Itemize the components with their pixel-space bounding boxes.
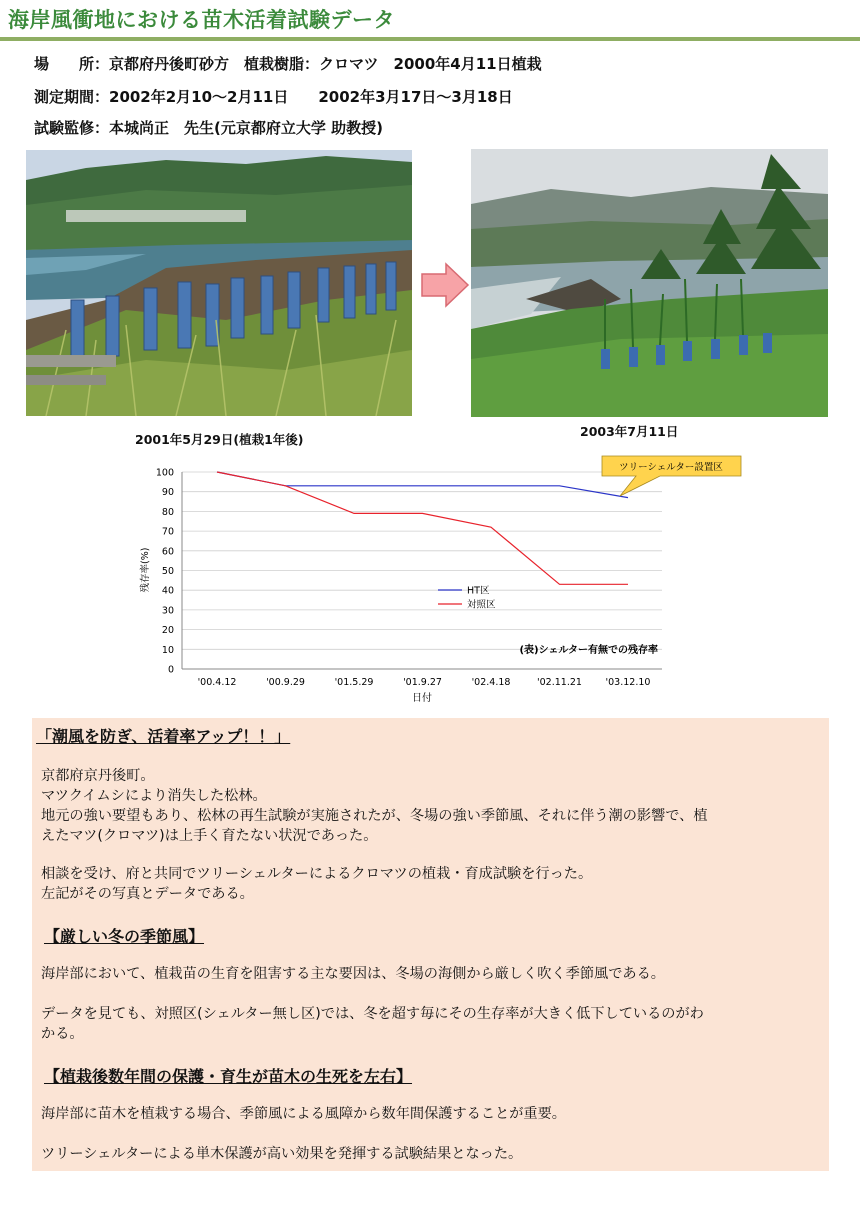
paragraph-background-2: マツクイムシにより消失した松林。 — [41, 788, 267, 804]
heading-sea-wind-text: 「潮風を防ぎ、活着率アップ！！」 — [36, 727, 291, 746]
chart-x-tick-label: '01.5.29 — [334, 677, 374, 688]
arrow-right-icon — [420, 262, 470, 308]
heading-protection-text: 【植栽後数年間の保護・育生が苗木の生死を左右】 — [44, 1067, 413, 1086]
chart-x-tick-label: '02.4.18 — [471, 677, 511, 688]
photo-2001-illustration — [26, 150, 412, 416]
paragraph-cause: 海岸部において、植栽苗の生育を阻害する主な要因は、冬場の海側から厳しく吹く季節風である。 — [41, 966, 665, 982]
title-divider — [0, 37, 860, 41]
heading-sea-wind — [36, 724, 290, 747]
info-supervisor: 試験監修：本城尚正 先生(元京都府立大学 助教授) — [34, 119, 383, 137]
legend-label-control: 対照区 — [467, 599, 496, 611]
paragraph-background-1: 京都府京丹後町。 — [41, 768, 155, 784]
chart-x-tick-label: '02.11.21 — [537, 677, 582, 688]
chart-y-tick-label: 50 — [161, 566, 174, 577]
chart-y-tick-label: 60 — [161, 546, 174, 558]
chart-y-tick-label: 40 — [161, 585, 174, 597]
paragraph-data-1: データを見ても、対照区(シェルター無し区)では、冬を超す毎にその生存率が大きく低下しているのがわ — [41, 1006, 704, 1022]
photo-2001 — [26, 150, 412, 416]
photo-2003-illustration — [471, 149, 828, 417]
info-period: 測定期間：2002年2月10～2月11日 2002年3月17日～3月18日 — [34, 88, 513, 106]
paragraph-result: ツリーシェルターによる単木保護が高い効果を発揮する試験結果となった。 — [41, 1146, 523, 1162]
chart-y-tick-label: 90 — [161, 487, 174, 499]
info-location: 場 所：京都府丹後町砂方 植栽樹脂：クロマツ 2000年4月11日植栽 — [34, 55, 542, 73]
chart-x-axis-label: 日付 — [412, 693, 432, 704]
heading-protection — [44, 1064, 412, 1087]
chart-y-tick-label: 80 — [161, 506, 174, 518]
chart-y-tick-label: 0 — [167, 664, 174, 676]
paragraph-background-4: えたマツ(クロマツ)は上手く育たない状況であった。 — [41, 828, 378, 844]
chart-x-tick-label: '00.4.12 — [197, 677, 237, 688]
chart-y-tick-label: 30 — [161, 605, 174, 617]
chart-legend — [438, 586, 496, 611]
paragraph-protection: 海岸部に苗木を植栽する場合、季節風による風障から数年間保護することが重要。 — [41, 1106, 566, 1122]
chart-x-tick-label: '03.12.10 — [605, 677, 651, 688]
chart-annotation: (表)シェルター有無での残存率 — [519, 645, 658, 656]
paragraph-trial-1: 相談を受け、府と共同でツリーシェルターによるクロマツの植栽・育成試験を行った。 — [41, 866, 593, 882]
legend-label-ht: HT区 — [467, 585, 490, 597]
photo-2003 — [471, 149, 828, 417]
chart-x-tick-label: '00.9.29 — [266, 677, 305, 688]
chart-y-tick-label: 10 — [161, 644, 174, 656]
chart-y-tick-label: 20 — [161, 625, 174, 637]
chart-y-tick-label: 70 — [161, 526, 174, 538]
photo-2003-caption: 2003年7月11日 — [580, 424, 679, 439]
paragraph-data-2: かる。 — [41, 1026, 84, 1042]
page-title: 海岸風衝地における苗木活着試験データ — [8, 8, 395, 32]
photo-2001-caption: 2001年5月29日(植栽1年後) — [135, 432, 304, 447]
series-line-control — [217, 472, 628, 584]
paragraph-background-3: 地元の強い要望もあり、松林の再生試験が実施されたが、冬場の強い季節風、それに伴う潮の影響で、植 — [41, 808, 708, 824]
chart-x-tick-label: '01.9.27 — [403, 677, 442, 688]
heading-winter-wind-text: 【厳しい冬の季節風】 — [44, 927, 205, 946]
chart-y-tick-label: 100 — [155, 467, 174, 479]
chart-y-axis-label: 残存率(%) — [140, 547, 151, 593]
survival-rate-chart — [140, 458, 723, 708]
heading-winter-wind — [44, 924, 204, 947]
paragraph-trial-2: 左記がその写真とデータである。 — [41, 886, 254, 902]
chart-callout — [602, 456, 741, 496]
callout-label: ツリーシェルター設置区 — [619, 462, 723, 473]
explanation-box — [32, 718, 829, 1171]
